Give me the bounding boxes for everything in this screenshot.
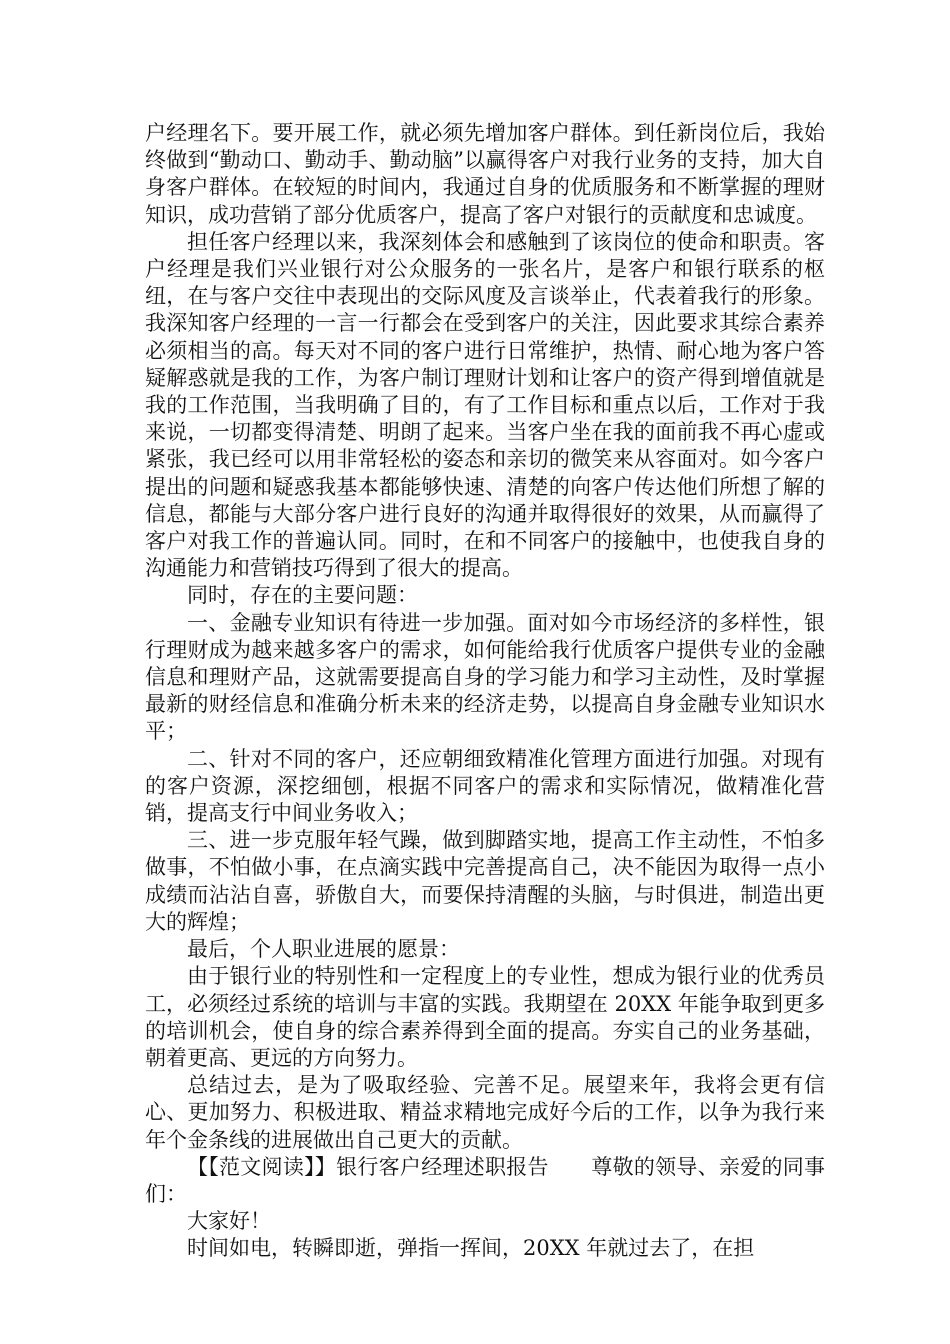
paragraph-time-passes: 时间如电，转瞬即逝，弹指一挥间，20XX 年就过去了，在担 bbox=[187, 1236, 755, 1261]
paragraph-problem-two: 二、针对不同的客户，还应朝细致精准化管理方面进行加强。对现有的客户资源，深挖细刨，根据不同客户的需求和实际情况，做精准化营销，提高支行中间业务收入； bbox=[145, 746, 825, 826]
paragraph-problems-heading: 同时，存在的主要问题： bbox=[187, 583, 418, 608]
paragraph-problem-three: 三、进一步克服年轻气躁，做到脚踏实地，提高工作主动性，不怕多做事，不怕做小事，在点滴实践中完善提高自己，决不能因为取得一点小成绩而沾沾自喜，骄傲自大，而要保持清醒的头脑，与时俱进，制造出更大的辉煌； bbox=[145, 828, 825, 934]
paragraph-vision-heading: 最后，个人职业进展的愿景： bbox=[187, 937, 460, 962]
document-body bbox=[145, 120, 825, 1263]
paragraph-sample-title: 【【范文阅读】】银行客户经理述职报告 尊敬的领导、亲爱的同事们： bbox=[145, 1154, 825, 1206]
paragraph-intro-continued: 户经理名下。要开展工作，就必须先增加客户群体。到任新岗位后，我始终做到“勤动口、勤动手、勤动脑”以赢得客户对我行业务的支持，加大自身客户群体。在较短的时间内，我通过自身的优质服务和不断掌握的理财知识，成功营销了部分优质客户，提高了客户对银行的贡献度和忠诚度。 bbox=[145, 121, 825, 227]
paragraph-role-reflection: 担任客户经理以来，我深刻体会和感触到了该岗位的使命和职责。客户经理是我们兴业银行对公众服务的一张名片，是客户和银行联系的枢纽，在与客户交往中表现出的交际风度及言谈举止，代表着我行的形象。我深知客户经理的一言一行都会在受到客户的关注，因此要求其综合素养必须相当的高。每天对不同的客户进行日常维护，热情、耐心地为客户答疑解惑就是我的工作，为客户制订理财计划和让客户的资产得到增值就是我的工作范围，当我明确了目的，有了工作目标和重点以后，工作对于我来说，一切都变得清楚、明朗了起来。当客户坐在我的面前我不再心虚或紧张，我已经可以用非常轻松的姿态和亲切的微笑来从容面对。如今客户提出的问题和疑惑我基本都能够快速、清楚的向客户传达他们所想了解的信息，都能与大部分客户进行良好的沟通并取得很好的效果，从而赢得了客户对我工作的普遍认同。同时，在和不同客户的接触中，也使我自身的沟通能力和营销技巧得到了很大的提高。 bbox=[145, 229, 825, 581]
paragraph-vision: 由于银行业的特别性和一定程度上的专业性，想成为银行业的优秀员工，必须经过系统的培训与丰富的实践。我期望在 20XX 年能争取到更多的培训机会，使自身的综合素养得到全面的提高。夯实自己的业务基础，朝着更高、更远的方向努力。 bbox=[145, 964, 825, 1070]
paragraph-summary: 总结过去，是为了吸取经验、完善不足。展望来年，我将会更有信心、更加努力、积极进取、精益求精地完成好今后的工作，以争为我行来年个金条线的进展做出自己更大的贡献。 bbox=[145, 1073, 825, 1152]
paragraph-problem-one: 一、金融专业知识有待进一步加强。面对如今市场经济的多样性，银行理财成为越来越多客户的需求，如何能给我行优质客户提供专业的金融信息和理财产品，这就需要提高自身的学习能力和学习主动性，及时掌握最新的财经信息和准确分析未来的经济走势，以提高自身金融专业知识水平； bbox=[145, 610, 825, 744]
paragraph-greeting: 大家好！ bbox=[187, 1209, 271, 1234]
